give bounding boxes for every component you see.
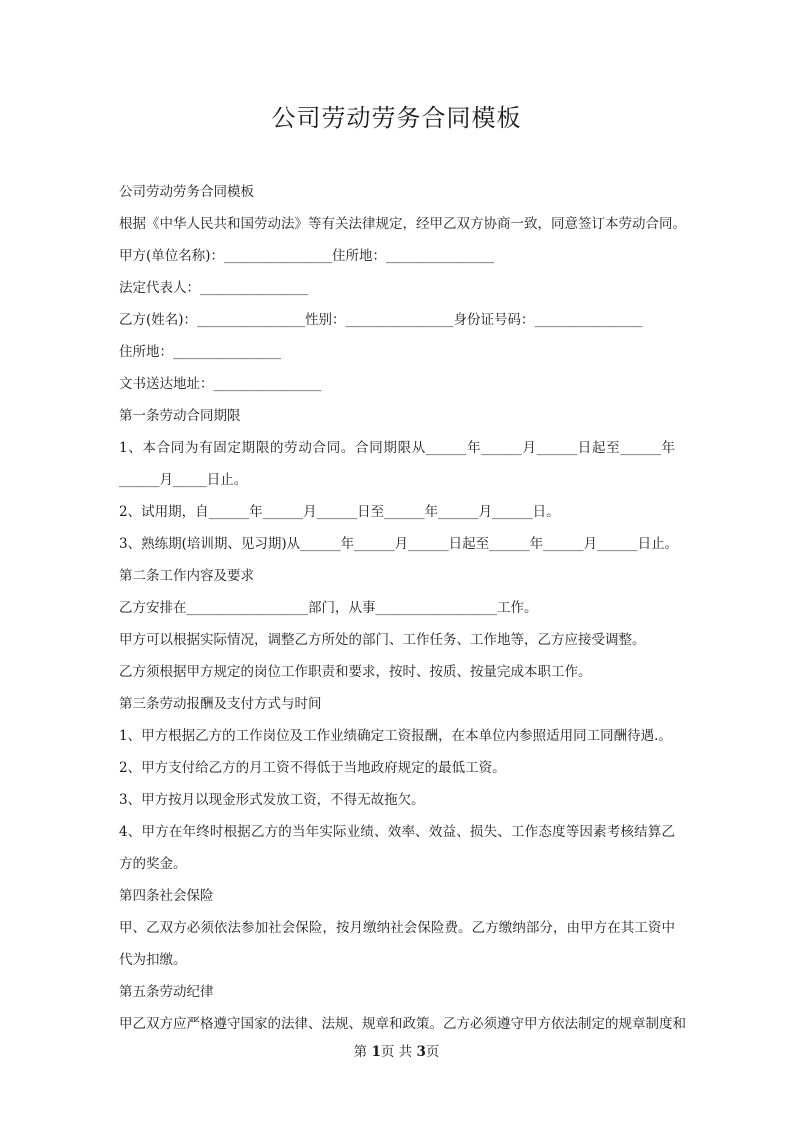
paragraph-legal-rep: 法定代表人：________________: [119, 280, 308, 296]
article-4-heading: 第四条社会保险: [119, 888, 214, 904]
paragraph-preamble: 根据《中华人民共和国劳动法》等有关法律规定，经甲乙双方协商一致，同意签订本劳动合同。: [119, 216, 686, 232]
document-title: 公司劳动劳务合同模板: [271, 104, 522, 132]
article-5-heading: 第五条劳动纪律: [119, 984, 214, 1000]
article-5-clause-1: 甲乙双方应严格遵守国家的法律、法规、规章和政策。乙方必须遵守甲方依法制定的规章制度和: [119, 1016, 686, 1032]
footer-suffix: 页: [425, 1044, 440, 1060]
current-page-number: 1: [371, 1044, 381, 1060]
article-2-clause-3: 乙方须根据甲方规定的岗位工作职责和要求，按时、按质、按量完成本职工作。: [119, 664, 592, 680]
article-4-clause-1: 甲、乙双方必须依法参加社会保险，按月缴纳社会保险费。乙方缴纳部分，由甲方在其工资中代为扣缴。: [119, 920, 675, 968]
paragraph-party-a: 甲方(单位名称)：________________住所地：________________: [119, 248, 495, 264]
article-2-clause-1: 乙方安排在__________________部门，从事__________________工作。: [119, 600, 538, 616]
article-1-clause-3: 3、熟练期(培训期、见习期)从______年______月______日起至______年______月______日止。: [119, 536, 679, 552]
total-page-count: 3: [416, 1044, 426, 1060]
article-2-clause-2: 甲方可以根据实际情况，调整乙方所处的部门、工作任务、工作地等，乙方应接受调整。: [119, 632, 646, 648]
article-3-clause-4: 4、甲方在年终时根据乙方的当年实际业绩、效率、效益、损失、工作态度等因素考核结算乙方的奖金。: [119, 824, 675, 872]
article-1-clause-1: 1、本合同为有固定期限的劳动合同。合同期限从______年______月______日起至______年______月_____日止。: [119, 440, 675, 488]
paragraph-party-b: 乙方(姓名)：________________性别：________________身份证号码：________________: [119, 312, 643, 328]
footer-prefix: 第: [353, 1044, 372, 1060]
article-3-clause-3: 3、甲方按月以现金形式发放工资，不得无故拖欠。: [119, 792, 425, 808]
article-3-clause-2: 2、甲方支付给乙方的月工资不得低于当地政府规定的最低工资。: [119, 760, 506, 776]
paragraph-service-address: 文书送达地址：________________: [119, 376, 322, 392]
article-3-heading: 第三条劳动报酬及支付方式与时间: [119, 696, 322, 712]
page-footer: [0, 1042, 793, 1062]
article-1-heading: 第一条劳动合同期限: [119, 408, 241, 424]
paragraph-residence: 住所地：________________: [119, 344, 281, 360]
footer-middle: 页 共: [380, 1044, 417, 1060]
article-1-clause-2: 2、试用期，自______年______月______日至______年______月______日。: [119, 504, 560, 520]
article-3-clause-1: 1、甲方根据乙方的工作岗位及工作业绩确定工资报酬，在本单位内参照适用同工同酬待遇.。: [119, 728, 672, 744]
paragraph-heading: 公司劳动劳务合同模板: [119, 184, 254, 200]
article-2-heading: 第二条工作内容及要求: [119, 568, 254, 584]
document-body: [119, 176, 686, 1040]
